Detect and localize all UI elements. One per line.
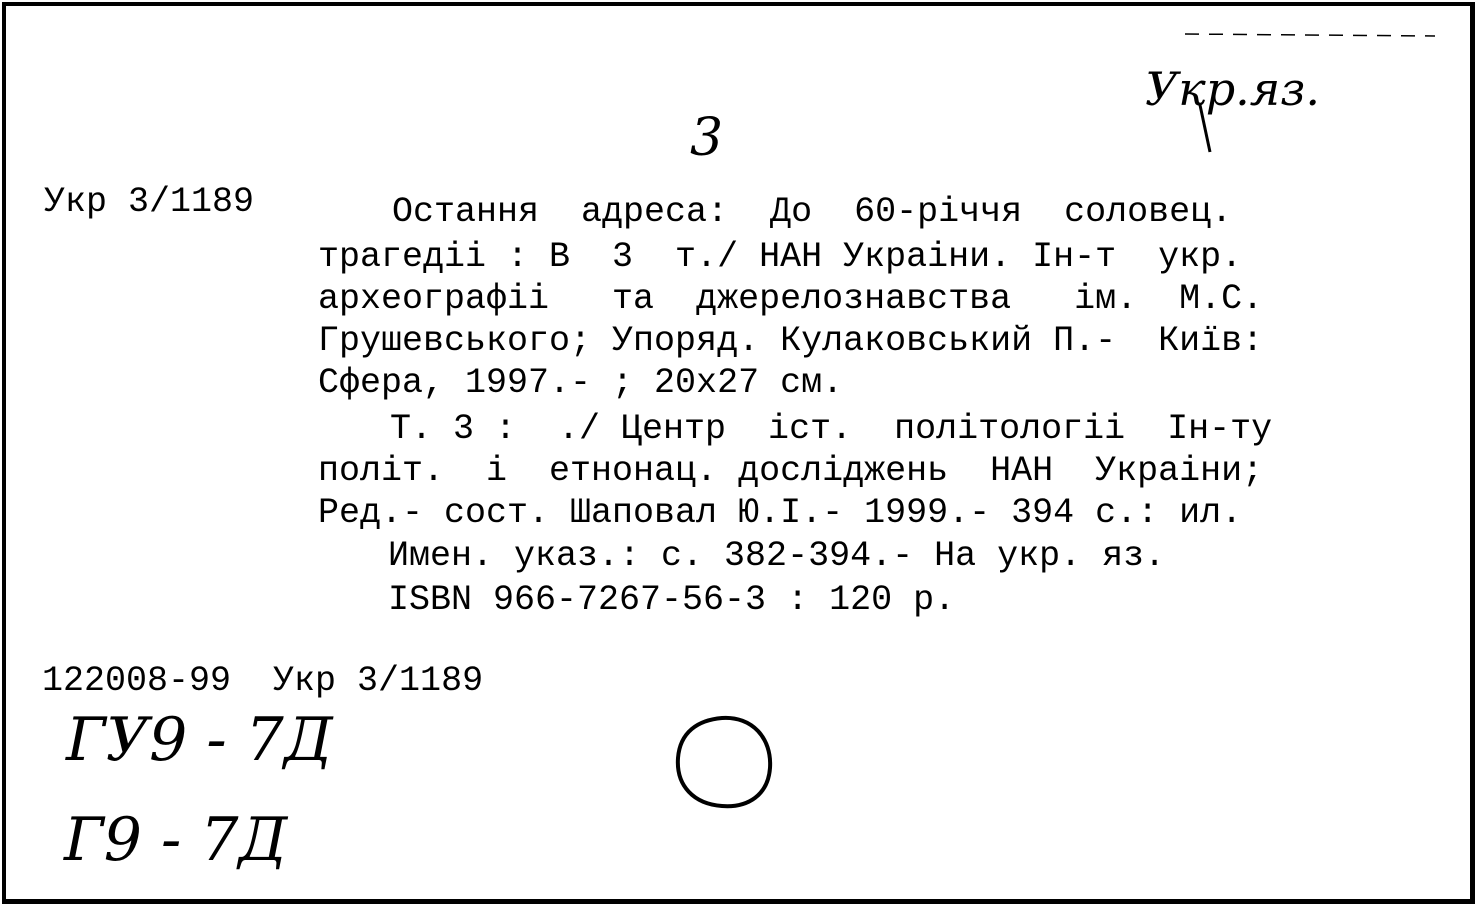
title-line: Остання адреса: До 60-рiччя соловец.: [392, 192, 1233, 232]
top-rule: [1185, 34, 1435, 36]
punched-hole: [678, 718, 770, 806]
volume-line: Ред.- сост. Шаповал Ю.I.- 1999.- 394 с.: ил.: [318, 493, 1243, 533]
handwritten-mark-1: ГУ9 - 7Д: [66, 705, 333, 775]
handwritten-volume-number: 3: [690, 108, 724, 168]
description-line: археографii та джерелознавства iм. М.С.: [318, 279, 1264, 319]
index-note: Имен. указ.: с. 382-394.- На укр. яз.: [388, 536, 1166, 576]
volume-line: полiт. i етнонац. дослiджень НАН Украiни;: [318, 451, 1264, 491]
handwritten-language-note: Укр.яз.: [1145, 62, 1320, 116]
handwritten-mark-2: Г9 - 7Д: [64, 805, 288, 875]
footer-accession: 122008-99 Укр 3/1189: [42, 661, 484, 701]
handwritten-underline: [1200, 105, 1210, 152]
volume-line: Т. 3 : ./ Центр iст. полiтологii Iн-ту: [390, 409, 1273, 449]
isbn-note: ISBN 966-7267-56-3 : 120 р.: [388, 580, 956, 620]
call-number: Укр 3/1189: [44, 182, 255, 222]
description-line: трагедii : В 3 т./ НАН Украiни. Iн-т укр.: [318, 237, 1243, 277]
description-line: Сфера, 1997.- ; 20x27 см.: [318, 363, 844, 403]
description-line: Грушевського; Упоряд. Кулаковський П.- Київ:: [318, 321, 1264, 361]
